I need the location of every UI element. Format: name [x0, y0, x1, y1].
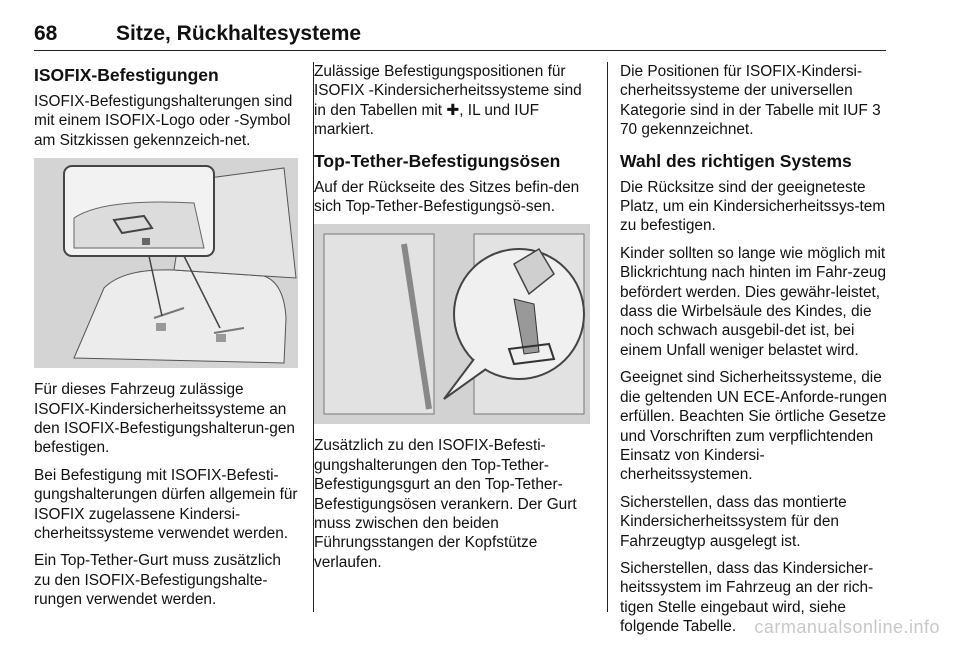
- isofix-seat-drawing: [34, 158, 298, 368]
- text-segment: Zulässige Befestigungspositionen für ISOFIX -Kindersicherheitssysteme sind in den Tabellen mit: [314, 63, 582, 119]
- column-1: [34, 62, 300, 618]
- paragraph: Auf der Rückseite des Sitzes befin-den sich Top-Tether-Befestigungsö-sen.: [314, 178, 580, 216]
- isofix-seat-illustration: [34, 158, 298, 368]
- section-heading-choosing-system: Wahl des richtigen Systems: [620, 150, 852, 171]
- plus-icon: ✚: [446, 101, 460, 119]
- paragraph: Für dieses Fahrzeug zulässige ISOFIX-Kindersicherheitssysteme an den ISOFIX-Befestigungshalterun-gen befestigen.: [34, 381, 295, 457]
- paragraph: [620, 62, 888, 140]
- header-rule: [34, 50, 886, 51]
- chapter-title: Sitze, Rückhaltesysteme: [116, 22, 362, 45]
- paragraph: Bei Befestigung mit ISOFIX-Befesti-gungshalterungen dürfen allgemein für ISOFIX zugelassene Kindersi-cherheitssysteme verwendet werden.: [34, 466, 298, 543]
- column-2: [314, 62, 594, 580]
- top-tether-illustration: [314, 224, 590, 424]
- paragraph: Sicherstellen, dass das Kindersicher-heitssystem im Fahrzeug an der rich-tigen Stelle eingebaut wird, siehe folgende Tabelle.: [620, 559, 874, 636]
- column-3: [620, 62, 888, 645]
- top-tether-drawing: [314, 224, 590, 424]
- page-reference: 3 70 gekennzeichnet.: [620, 101, 881, 139]
- page-number: 68: [34, 22, 58, 45]
- paragraph: Zusätzlich zu den ISOFIX-Befesti-gungshalterungen den Top-Tether-Befestigungsgurt an den Top-Tether-Befestigungsösen verankern. Der Gurt muss zwischen den beiden Führungsstangen der Kopfstütze verlaufen.: [314, 437, 577, 571]
- paragraph: Geeignet sind Sicherheitssysteme, die die geltenden UN ECE-Anforde-rungen erfüllen. Beachten Sie örtliche Gesetze und Vorschriften zum verpflichtenden Einsatz von Kindersi-cherheitssystemen.: [620, 369, 887, 484]
- column-divider: [607, 62, 608, 612]
- paragraph: Sicherstellen, dass das montierte Kindersicherheitssystem für den Fahrzeugtyp ausgelegt ist.: [620, 493, 847, 550]
- text-segment: , IL und IUF markiert.: [314, 101, 540, 139]
- section-heading-top-tether: Top-Tether-Befestigungsösen: [314, 150, 561, 171]
- text-segment: Die Positionen für ISOFIX-Kindersi-cherheitssysteme der universellen Kategorie sind in der Tabelle mit IUF: [620, 63, 868, 119]
- section-heading-isofix: ISOFIX-Befestigungen: [34, 65, 219, 85]
- watermark: carmanualsonline.info: [754, 617, 940, 637]
- paragraph: ISOFIX-Befestigungshalterungen sind mit einem ISOFIX-Logo oder -Symbol am Sitzkissen gekennzeich-net.: [34, 93, 293, 149]
- paragraph: [314, 62, 594, 140]
- paragraph: Ein Top-Tether-Gurt muss zusätzlich zu den ISOFIX-Befestigungshalte-rungen verwendet werden.: [34, 552, 281, 609]
- paragraph: Die Rücksitze sind der geeigneteste Platz, um ein Kindersicherheitssys-tem zu befestigen.: [620, 178, 886, 235]
- paragraph: Kinder sollten so lange wie möglich mit Blickrichtung nach hinten im Fahr-zeug befördert werden. Dies gewähr-leistet, dass die Wirbelsäule des Kindes, die noch schwach ausgebil-det ist, bei einem Unfall weniger belastet wird.: [620, 244, 887, 359]
